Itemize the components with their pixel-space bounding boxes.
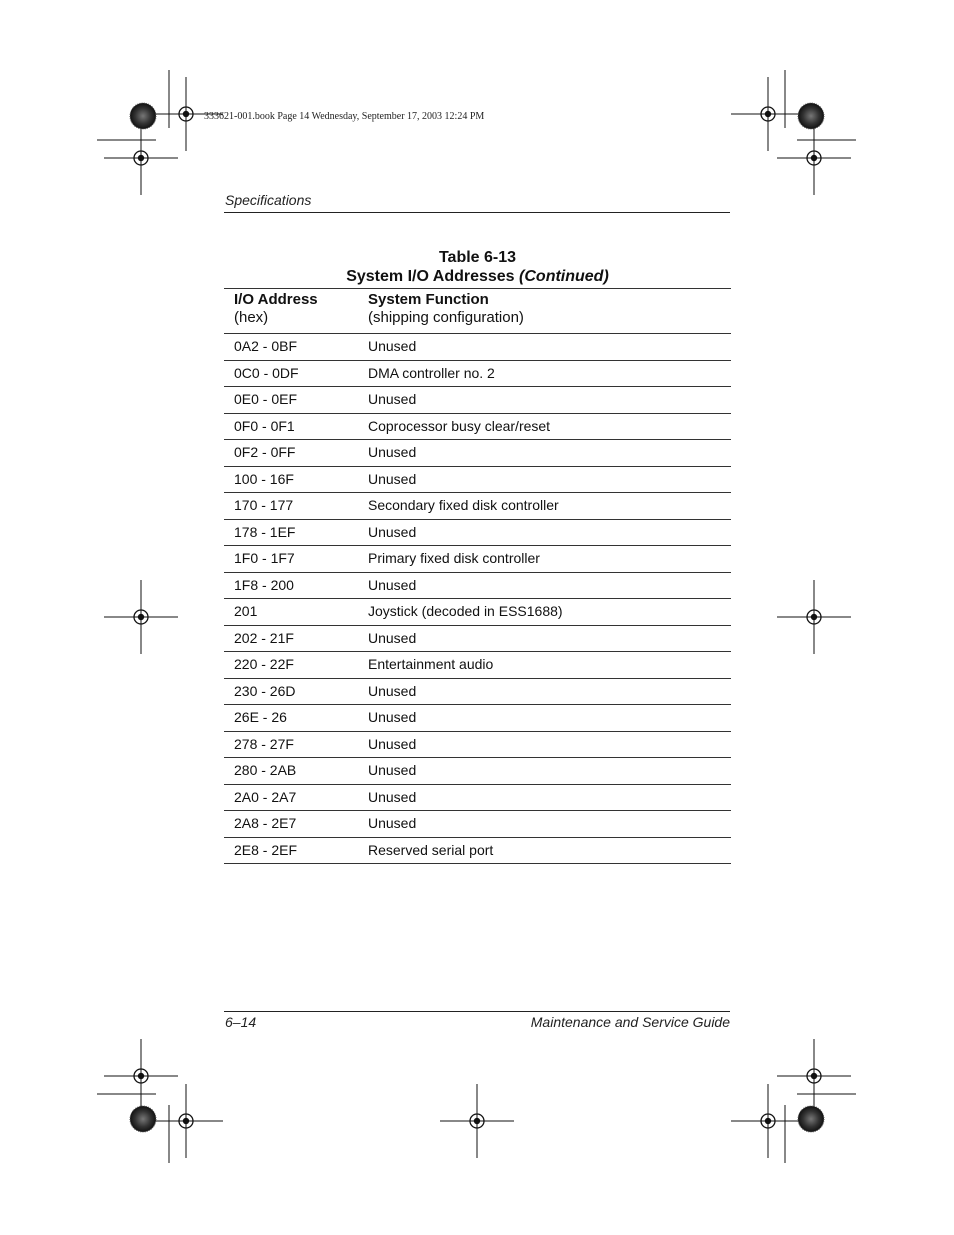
system-function-cell: Unused [368,519,731,546]
header-rule [224,212,730,213]
io-address-cell: 280 - 2AB [224,758,368,785]
column-subtitle: (shipping configuration) [368,309,524,326]
table-number: Table 6-13 [438,249,517,266]
column-subtitle: (hex) [234,309,269,326]
table-row [224,360,731,387]
io-address-cell: 278 - 27F [224,731,368,758]
io-address-cell: 170 - 177 [224,493,368,520]
io-address-cell: 0C0 - 0DF [224,360,368,387]
column-header-io-address [224,289,368,334]
registration-mark-icon [731,77,805,151]
io-address-cell: 178 - 1EF [224,519,368,546]
guide-title: Maintenance and Service Guide [530,1014,730,1030]
table-row [224,493,731,520]
system-function-cell: Unused [368,625,731,652]
table-row [224,758,731,785]
table-row [224,705,731,732]
column-header-system-function [368,289,731,334]
table-row [224,546,731,573]
table-row [224,678,731,705]
system-function-cell: Unused [368,784,731,811]
table-row [224,572,731,599]
system-function-cell: Unused [368,334,731,361]
io-address-cell: 2E8 - 2EF [224,837,368,864]
registration-mark-icon [104,580,178,654]
system-function-cell: Reserved serial port [368,837,731,864]
table-row [224,784,731,811]
book-file-info: 333621-001.book Page 14 Wednesday, September 17, 2003 12:24 PM [204,111,485,122]
table-row [224,466,731,493]
io-address-cell: 202 - 21F [224,625,368,652]
footer-rule [224,1011,730,1012]
system-function-cell: Primary fixed disk controller [368,546,731,573]
table-row [224,731,731,758]
system-function-cell: Joystick (decoded in ESS1688) [368,599,731,626]
system-function-cell: Unused [368,572,731,599]
table-body [224,334,731,864]
io-address-cell: 0A2 - 0BF [224,334,368,361]
table-row [224,811,731,838]
system-function-cell: Unused [368,705,731,732]
system-function-cell: Unused [368,731,731,758]
io-address-cell: 2A8 - 2E7 [224,811,368,838]
registration-mark-icon [777,1039,851,1113]
io-address-cell: 26E - 26 [224,705,368,732]
system-function-cell: Unused [368,440,731,467]
io-address-cell: 0F2 - 0FF [224,440,368,467]
system-function-cell: Unused [368,387,731,414]
table-header-row [224,289,731,334]
table-row [224,652,731,679]
star-target-icon [798,103,824,129]
io-address-cell: 100 - 16F [224,466,368,493]
page-number: 6–14 [225,1014,257,1030]
table-row [224,334,731,361]
io-address-cell: 1F8 - 200 [224,572,368,599]
table-row [224,387,731,414]
io-address-cell: 220 - 22F [224,652,368,679]
table-row [224,519,731,546]
table-continued-label: (Continued) [519,268,609,285]
system-function-cell: DMA controller no. 2 [368,360,731,387]
registration-mark-icon [777,580,851,654]
registration-mark-icon [731,1084,805,1158]
star-target-icon [798,1106,824,1132]
io-address-cell: 201 [224,599,368,626]
system-function-cell: Unused [368,758,731,785]
running-head: Specifications [225,192,312,208]
system-function-cell: Coprocessor busy clear/reset [368,413,731,440]
registration-mark-icon [104,121,178,195]
table-title-text: System I/O Addresses [346,268,515,285]
io-address-cell: 230 - 26D [224,678,368,705]
io-address-cell: 1F0 - 1F7 [224,546,368,573]
system-function-cell: Unused [368,466,731,493]
system-function-cell: Unused [368,811,731,838]
io-address-table [224,288,731,864]
system-function-cell: Unused [368,678,731,705]
star-target-icon [130,103,156,129]
registration-mark-icon [149,1084,223,1158]
table-row [224,413,731,440]
column-title: System Function [368,291,489,308]
table-row [224,440,731,467]
star-target-icon [130,1106,156,1132]
io-address-cell: 0E0 - 0EF [224,387,368,414]
system-function-cell: Entertainment audio [368,652,731,679]
io-address-cell: 0F0 - 0F1 [224,413,368,440]
registration-mark-icon [777,121,851,195]
registration-mark-icon [104,1039,178,1113]
table-row [224,625,731,652]
table-caption [224,248,731,286]
column-title: I/O Address [234,291,318,308]
io-address-cell: 2A0 - 2A7 [224,784,368,811]
table-row [224,837,731,864]
table-title [224,267,731,286]
system-function-cell: Secondary fixed disk controller [368,493,731,520]
registration-mark-icon [440,1084,514,1158]
table-row [224,599,731,626]
